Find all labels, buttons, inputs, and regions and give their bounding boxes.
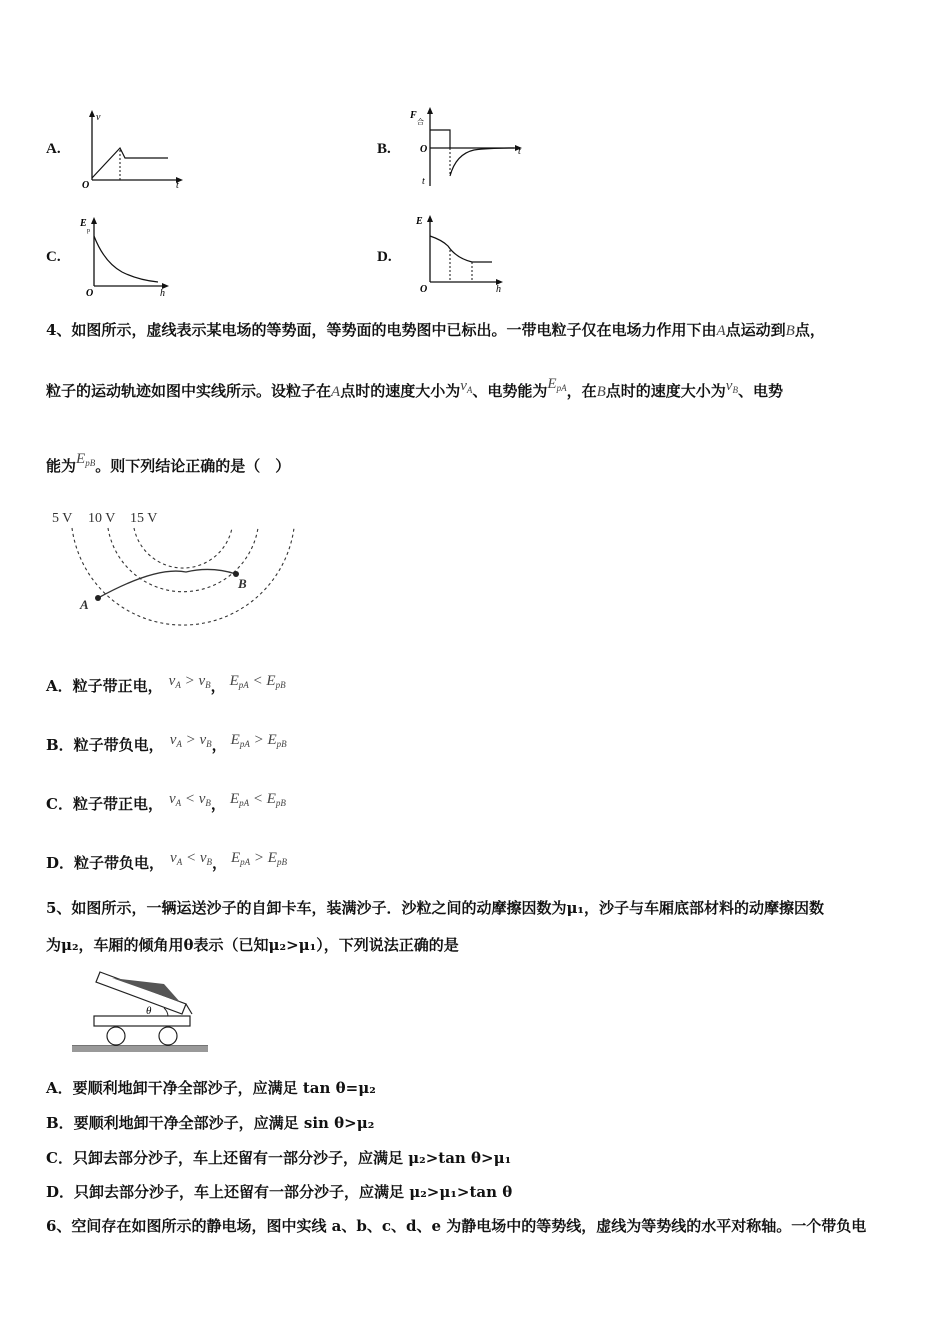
q4-point-a: A: [80, 597, 89, 612]
q3-option-c-label: C.: [46, 249, 61, 265]
q3-c-xlabel: h: [160, 288, 165, 298]
q3-graph-d: [412, 210, 512, 296]
q3-a-ylabel: v: [96, 112, 101, 123]
q4-label-10v: 10 V: [88, 511, 116, 526]
q3-b-xlabel: t: [518, 146, 521, 157]
q3-graph-b: [404, 104, 534, 190]
q6-stem-line1: 6、空间存在如图所示的静电场，图中实线 a、b、c、d、e 为静电场中的等势线，虚线为等势线的水平对称轴。一个带负电: [46, 1217, 867, 1235]
q4-option-b[interactable]: B．粒子带负电， $v_A > v_B$， $E_{pA} > E_{pB}$: [46, 732, 287, 754]
q3-d-origin: O: [420, 284, 428, 295]
q4-option-a[interactable]: A．粒子带正电， $v_A > v_B$， $E_{pA} < E_{pB}$: [46, 673, 286, 695]
q4-option-c[interactable]: C．粒子带正电， $v_A < v_B$， $E_{pA} < E_{pB}$: [46, 791, 286, 813]
q4-label-15v: 15 V: [130, 511, 158, 526]
q3-b-ysub: 合: [417, 118, 424, 126]
q3-option-a-label: A.: [46, 141, 61, 157]
q3-b-extra: t: [422, 176, 425, 187]
q4-stem-line2: 粒子的运动轨迹如图中实线所示。设粒子在A点时的速度大小为$v_A$、电势能为$E_{pA}$，在B点时的速度大小为$v_B$、电势: [46, 376, 783, 400]
q3-c-origin: O: [86, 288, 94, 298]
q5-option-d[interactable]: D．只卸去部分沙子，车上还留有一部分沙子，应满足 μ₂>μ₁>tan θ: [46, 1183, 513, 1201]
q3-c-ylabel: E: [80, 218, 87, 229]
q3-a-xlabel: t: [176, 180, 179, 188]
q4-point-b: B: [238, 576, 247, 591]
q3-graph-c: [78, 212, 178, 298]
q5-theta-label: θ: [146, 1005, 152, 1017]
q3-c-ysub: p: [87, 228, 90, 234]
q3-b-ylabel: F: [410, 110, 417, 121]
q3-option-b-label: B.: [377, 141, 391, 157]
q4-equipotential-figure: [46, 506, 296, 641]
q5-option-c[interactable]: C．只卸去部分沙子，车上还留有一部分沙子，应满足 μ₂>tan θ>μ₁: [46, 1149, 512, 1167]
q5-option-a[interactable]: A．要顺利地卸干净全部沙子，应满足 tan θ=μ₂: [46, 1079, 376, 1097]
q5-stem-line1: 5、如图所示，一辆运送沙子的自卸卡车，装满沙子．沙粒之间的动摩擦因数为μ₁，沙子与车厢底部材料的动摩擦因数: [46, 899, 824, 917]
q3-d-xlabel: h: [496, 284, 501, 295]
q4-option-d[interactable]: D．粒子带负电， $v_A < v_B$， $E_{pA} > E_{pB}$: [46, 850, 287, 872]
q5-dump-truck-figure: [68, 964, 213, 1059]
q3-d-ylabel: E: [416, 216, 423, 227]
q4-stem-line1: 4、如图所示，虚线表示某电场的等势面，等势面的电势图中已标出。一带电粒子仅在电场力作用下由A点运动到B点，: [46, 321, 825, 339]
q3-option-d-label: D.: [377, 249, 392, 265]
q5-option-b[interactable]: B．要顺利地卸干净全部沙子，应满足 sin θ>μ₂: [46, 1114, 375, 1132]
q3-graph-a: [80, 108, 195, 188]
q5-stem-line2: 为μ₂，车厢的倾角用θ表示（已知μ₂>μ₁），下列说法正确的是: [46, 936, 459, 954]
q4-label-5v: 5 V: [52, 511, 73, 526]
q3-b-origin: O: [420, 144, 428, 155]
q4-stem-line3: 能为$E_{pB}$。则下列结论正确的是（ ）: [46, 451, 291, 475]
q3-a-origin: O: [82, 180, 90, 188]
